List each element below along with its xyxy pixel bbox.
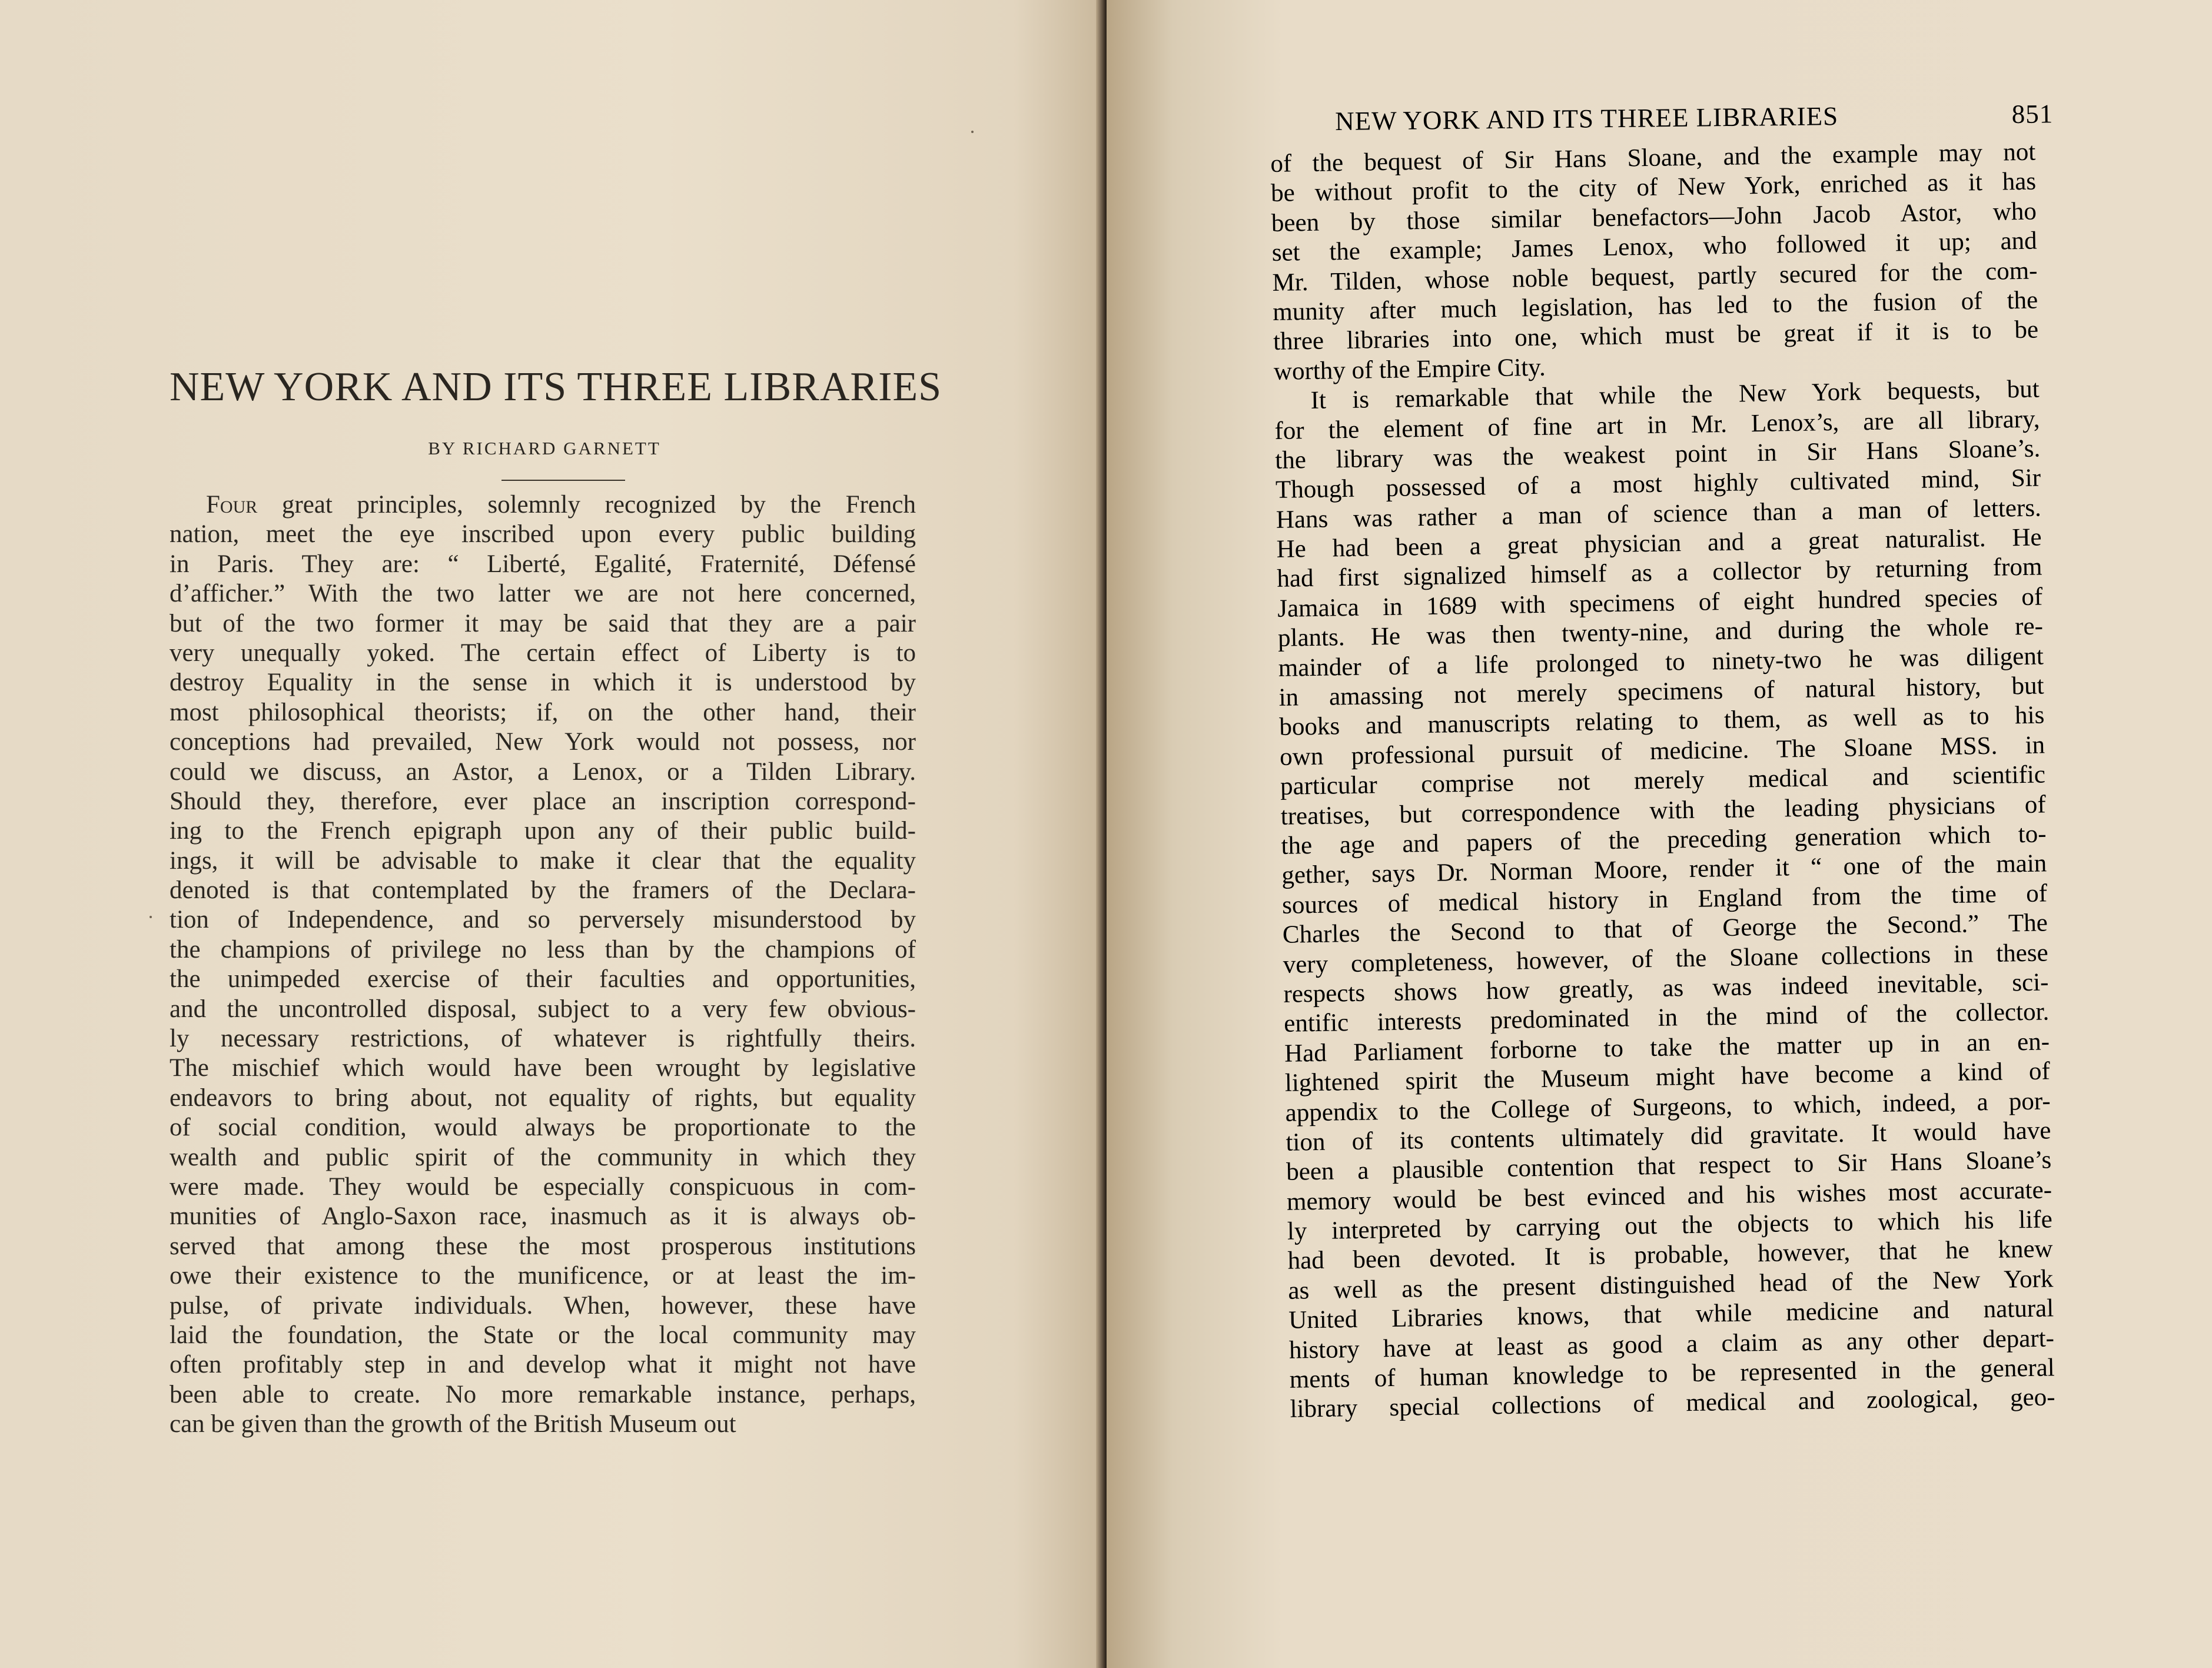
text-line: own professional pursuit of medicine. The Sloane MSS. in <box>1279 731 2045 771</box>
text-line: set the example; James Lenox, who followed it up; and <box>1271 227 2037 267</box>
text-line: munities of Anglo-Saxon race, inasmuch as it is always ob- <box>170 1202 916 1231</box>
text-line: conceptions had prevailed, New York would not possess, nor <box>170 728 916 756</box>
text-line: often profitably step in and develop what it might not have <box>170 1351 916 1379</box>
text-line: had first signalized himself as a collector by returning from <box>1277 553 2042 593</box>
text-line: library special collections of medical and zoological, geo- <box>1290 1383 2055 1424</box>
text-line: treatises, but correspondence with the leading physicians of <box>1280 790 2047 830</box>
text-line: endeavors to bring about, not equality of rights, but equality <box>170 1084 916 1112</box>
text-line: pulse, of private individuals. When, however, these have <box>170 1291 916 1320</box>
text-line: Mr. Tilden, whose noble bequest, partly secured for the com- <box>1272 257 2038 297</box>
text-line: lightened spirit the Museum might have become a kind of <box>1284 1057 2051 1097</box>
text-line: been by those similar benefactors—John Jacob Astor, who <box>1271 197 2037 237</box>
text-line: most philosophical theorists; if, on the other hand, their <box>170 698 916 726</box>
text-line: been a plausible contention that respect to Sir Hans Sloane’s <box>1286 1146 2052 1187</box>
text-line: He had been a great physician and a great naturalist. He <box>1276 523 2042 563</box>
paper-speck <box>971 131 974 133</box>
text-line: The mischief which would have been wrought by legislative <box>170 1054 916 1082</box>
text-line: plants. He was then twenty-nine, and during the whole re- <box>1277 612 2044 653</box>
text-line: gether, says Dr. Norman Moore, render it “ one of the main <box>1281 849 2047 890</box>
text-line: in amassing not merely specimens of natural history, but <box>1278 672 2044 712</box>
drop-word: Four <box>206 491 258 519</box>
text-line: d’afficher.” With the two latter we are not here concerned, <box>170 580 916 608</box>
text-line: the library was the weakest point in Sir Hans Sloane’s. <box>1274 434 2041 474</box>
text-line: been able to create. No more remarkable instance, perhaps, <box>170 1380 916 1408</box>
article-title: NEW YORK AND ITS THREE LIBRARIES <box>170 364 942 410</box>
text-line: books and manuscripts relating to them, as well as to his <box>1279 701 2045 742</box>
text-line: Had Parliament forborne to take the matter up in an en- <box>1284 1028 2050 1068</box>
text-line: had been devoted. It is probable, however, that he knew <box>1287 1235 2053 1275</box>
text-line: nation, meet the eye inscribed upon every public building <box>170 520 916 549</box>
running-head-title: NEW YORK AND ITS THREE LIBRARIES <box>1335 101 1839 136</box>
text-line: and the uncontrolled disposal, subject to a very few obvious- <box>170 995 916 1023</box>
text-line: but of the two former it may be said that they are a pair <box>170 609 916 637</box>
text-line: ments of human knowledge to be represented in the general <box>1289 1354 2055 1394</box>
text-line: memory would be best evinced and his wishes most accurate- <box>1286 1176 2052 1216</box>
text-line: three libraries into one, which must be great if it is to be <box>1273 315 2039 356</box>
text-line: appendix to the College of Surgeons, to which, indeed, a por- <box>1285 1086 2051 1127</box>
text-line: Four great principles, solemnly recognized by the French <box>206 491 916 519</box>
author-byline: BY RICHARD GARNETT <box>428 438 661 458</box>
text-line: laid the foundation, the State or the local community may <box>170 1321 916 1349</box>
text-line: be without profit to the city of New York, enriched as it has <box>1270 167 2037 208</box>
text-line: the unimpeded exercise of their faculties and opportunities, <box>170 965 916 994</box>
text-line: denoted is that contemplated by the framers of the Declara- <box>170 876 916 905</box>
text-line: very completeness, however, of the Sloane collections in these <box>1283 938 2048 979</box>
text-line: particular comprise not merely medical and scientific <box>1280 760 2046 801</box>
text-line: Charles the Second to that of George the Second.” The <box>1282 909 2048 949</box>
text-line: tion of its contents ultimately did gravitate. It would have <box>1286 1117 2051 1157</box>
text-line: worthy of the Empire City. <box>1273 353 1546 386</box>
text-line: of social condition, would always be proportionate to the <box>170 1114 916 1142</box>
text-line: the champions of privilege no less than by the champions of <box>170 935 916 963</box>
text-line: Should they, therefore, ever place an inscription correspond- <box>170 787 916 815</box>
text-line: as well as the present distinguished head of the New York <box>1288 1265 2054 1305</box>
text-line: served that among these the most prosperous institutions <box>170 1232 916 1260</box>
text-line: Jamaica in 1689 with specimens of eight hundred species of <box>1277 583 2043 623</box>
title-rule <box>501 480 625 481</box>
text-line: ings, it will be advisable to make it clear that the equality <box>170 846 916 875</box>
text-line: Though possessed of a most highly cultivated mind, Sir <box>1275 464 2041 504</box>
paper-speck <box>150 916 152 918</box>
text-line: the age and papers of the preceding generation which to- <box>1281 820 2047 860</box>
text-line: ly interpreted by carrying out the objects to which his life <box>1287 1205 2053 1245</box>
text-line: were made. They would be especially conspicuous in com- <box>170 1172 916 1201</box>
left-page <box>0 0 1102 1668</box>
text-line: sources of medical history in England from the time of <box>1281 879 2048 919</box>
text-line: destroy Equality in the sense in which it is understood by <box>170 669 916 697</box>
left-page-text <box>170 490 916 1440</box>
text-line: of the bequest of Sir Hans Sloane, and the example may not <box>1270 138 2036 178</box>
text-line: Hans was rather a man of science than a man of letters. <box>1276 494 2042 534</box>
text-line: tion of Independence, and so perversely misunderstood by <box>170 906 916 934</box>
text-line: could we discuss, an Astor, a Lenox, or a Tilden Library. <box>170 757 916 786</box>
text-line: owe their existence to the munificence, or at least the im- <box>170 1262 916 1290</box>
text-line: can be given than the growth of the British Museum out <box>170 1410 736 1438</box>
page-number: 851 <box>2011 99 2054 129</box>
text-line: ing to the French epigraph upon any of their public build- <box>170 817 916 845</box>
text-line: history have at least as good a claim as any other depart- <box>1288 1324 2055 1364</box>
text-line: very unequally yoked. The certain effect of Liberty is to <box>170 639 916 667</box>
right-page-text <box>1270 138 2055 1425</box>
text-line: entific interests predominated in the mind of the collector. <box>1283 998 2050 1038</box>
text-line: mainder of a life prolonged to ninety-two he was diligent <box>1278 642 2044 682</box>
text-line: in Paris. They are: “ Liberté, Egalité, Fraternité, Défensé <box>170 550 916 578</box>
text-line: wealth and public spirit of the community in which they <box>170 1143 916 1171</box>
text-line: It is remarkable that while the New York bequests, but <box>1310 375 2040 415</box>
text-line: for the element of fine art in Mr. Lenox’s, are all library, <box>1274 405 2040 445</box>
text-line: United Libraries knows, that while medicine and natural <box>1288 1294 2054 1334</box>
text-line: ly necessary restrictions, of whatever is rightfully theirs. <box>170 1025 916 1053</box>
text-line: respects shows how greatly, as was indeed inevitable, sci- <box>1283 968 2049 1008</box>
text-line: munity after much legislation, has led to the fusion of the <box>1272 286 2038 326</box>
